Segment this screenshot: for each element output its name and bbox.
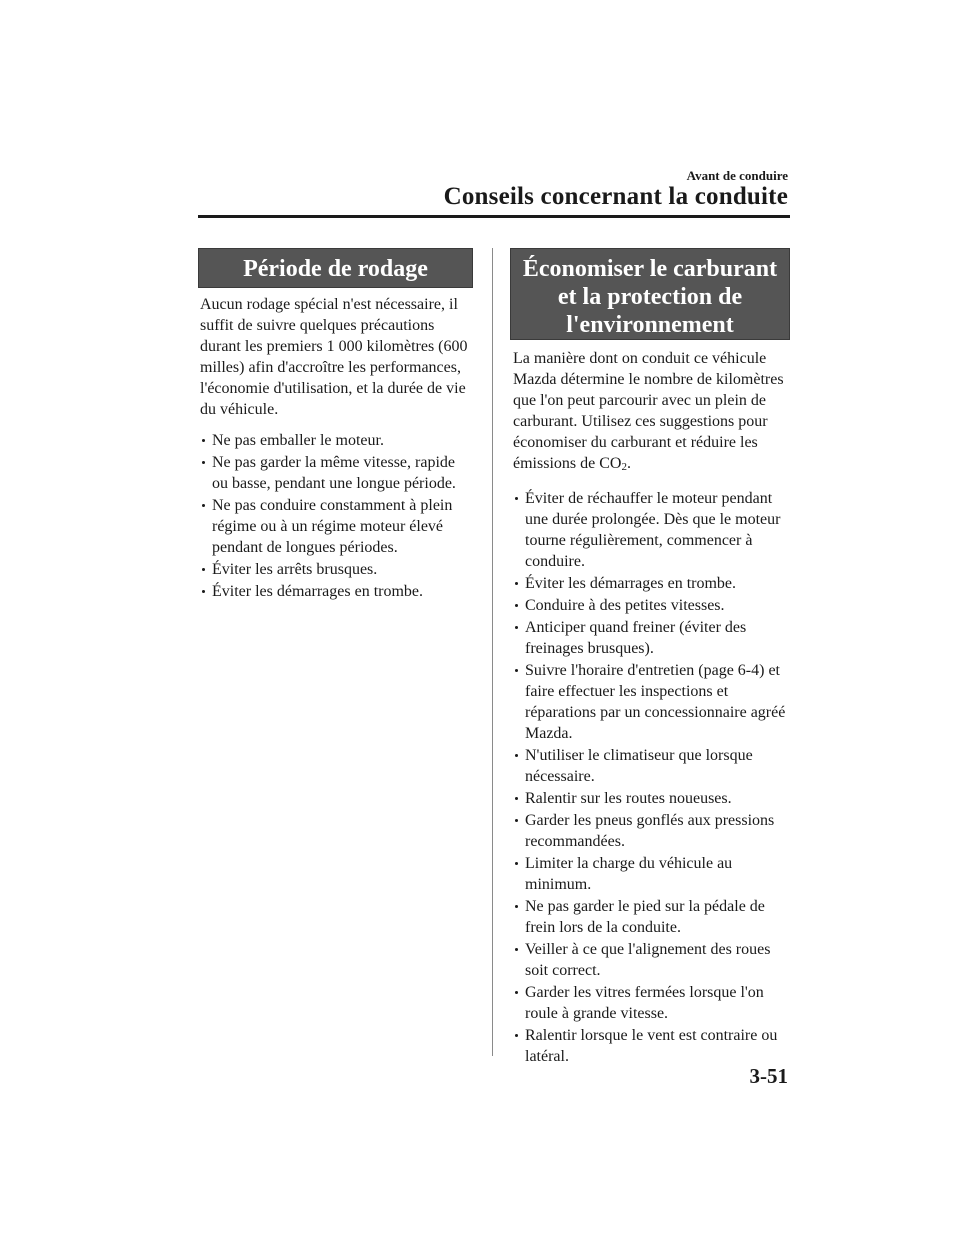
list-item-text: Suivre l'horaire d'entretien (page 6-4) et faire effectuer les inspections et réparations par un concessionnaire agréé Mazda.: [525, 662, 786, 742]
heading-line: Économiser le carburant: [522, 256, 778, 282]
bullet-icon: [515, 797, 518, 800]
bullet-list: [513, 488, 793, 1067]
bullet-icon: [202, 504, 205, 507]
bullet-icon: [515, 905, 518, 908]
list-item: [513, 853, 793, 895]
list-item-text: Limiter la charge du véhicule au minimum.: [525, 855, 733, 893]
bullet-icon: [515, 626, 518, 629]
list-item: [200, 581, 474, 602]
column-divider: [492, 248, 493, 1056]
list-item: [513, 745, 793, 787]
bullet-icon: [202, 439, 205, 442]
list-item: [513, 488, 793, 572]
section-heading-break-in: Période de rodage: [198, 248, 473, 288]
section-label: Avant de conduire: [686, 168, 788, 183]
list-item-text: Ralentir sur les routes noueuses.: [525, 790, 732, 807]
list-item-text: Ne pas garder la même vitesse, rapide ou basse, pendant une longue période.: [212, 454, 456, 492]
intro-paragraph: Aucun rodage spécial n'est nécessaire, il suffit de suivre quelques précautions durant les premiers 1 000 kilomètres (600 milles) afin d'accroître les performances, l'économie d'utilisation, et la durée de vie du véhicule.: [200, 296, 468, 418]
bullet-icon: [515, 582, 518, 585]
bullet-icon: [515, 991, 518, 994]
list-item-text: Garder les pneus gonflés aux pressions recommandées.: [525, 812, 775, 850]
list-item-text: Conduire à des petites vitesses.: [525, 597, 725, 614]
list-item-text: Éviter les démarrages en trombe.: [525, 575, 737, 592]
list-item-text: Garder les vitres fermées lorsque l'on roule à grande vitesse.: [525, 984, 764, 1022]
bullet-icon: [515, 754, 518, 757]
bullet-icon: [202, 461, 205, 464]
list-item-text: Ne pas garder le pied sur la pédale de frein lors de la conduite.: [525, 898, 765, 936]
section-heading-fuel-economy: [510, 248, 790, 340]
list-item: [513, 573, 793, 594]
list-item-text: Veiller à ce que l'alignement des roues soit correct.: [525, 941, 771, 979]
list-item: [513, 810, 793, 852]
list-item-text: Ralentir lorsque le vent est contraire ou latéral.: [525, 1027, 778, 1065]
left-column: [200, 294, 474, 603]
list-item: [200, 452, 474, 494]
heading-line: l'environnement: [566, 312, 734, 338]
list-item: [513, 617, 793, 659]
header-divider: [198, 215, 790, 218]
list-item: [200, 430, 474, 451]
bullet-list: [200, 430, 474, 602]
list-item-text: Éviter les démarrages en trombe.: [212, 583, 424, 600]
list-item-text: N'utiliser le climatiseur que lorsque nécessaire.: [525, 747, 753, 785]
page-number: 3-51: [749, 1064, 788, 1088]
bullet-icon: [515, 862, 518, 865]
list-item: [513, 896, 793, 938]
heading-line: et la protection de: [557, 284, 743, 310]
list-item: [200, 559, 474, 580]
page-title: Conseils concernant la conduite: [443, 183, 788, 210]
intro-text: La manière dont on conduit ce véhicule Mazda détermine le nombre de kilomètres que l'on peut parcourir avec un plein de carburant. Utilisez ces suggestions pour économiser du carburant et réduire les émissions de CO: [513, 350, 784, 472]
list-item: [200, 495, 474, 558]
intro-paragraph: [513, 348, 793, 478]
bullet-icon: [515, 669, 518, 672]
bullet-icon: [515, 604, 518, 607]
list-item: [513, 660, 793, 744]
list-item-text: Ne pas emballer le moteur.: [212, 432, 384, 449]
bullet-icon: [515, 1034, 518, 1037]
list-item: [513, 788, 793, 809]
bullet-icon: [202, 590, 205, 593]
bullet-icon: [515, 819, 518, 822]
list-item: [513, 939, 793, 981]
list-item-text: Anticiper quand freiner (éviter des freinages brusques).: [525, 619, 747, 657]
list-item-text: Éviter de réchauffer le moteur pendant une durée prolongée. Dès que le moteur tourne régulièrement, commencer à conduire.: [525, 490, 781, 570]
bullet-icon: [202, 568, 205, 571]
list-item: [513, 982, 793, 1024]
list-item: [513, 1025, 793, 1067]
bullet-icon: [515, 497, 518, 500]
bullet-icon: [515, 948, 518, 951]
intro-end: .: [626, 455, 631, 472]
co2-subscript: 2: [621, 461, 627, 473]
right-column: [513, 348, 793, 1068]
list-item-text: Ne pas conduire constamment à plein régime ou à un régime moteur élevé pendant de longues périodes.: [212, 497, 453, 556]
list-item-text: Éviter les arrêts brusques.: [212, 561, 378, 578]
list-item: [513, 595, 793, 616]
